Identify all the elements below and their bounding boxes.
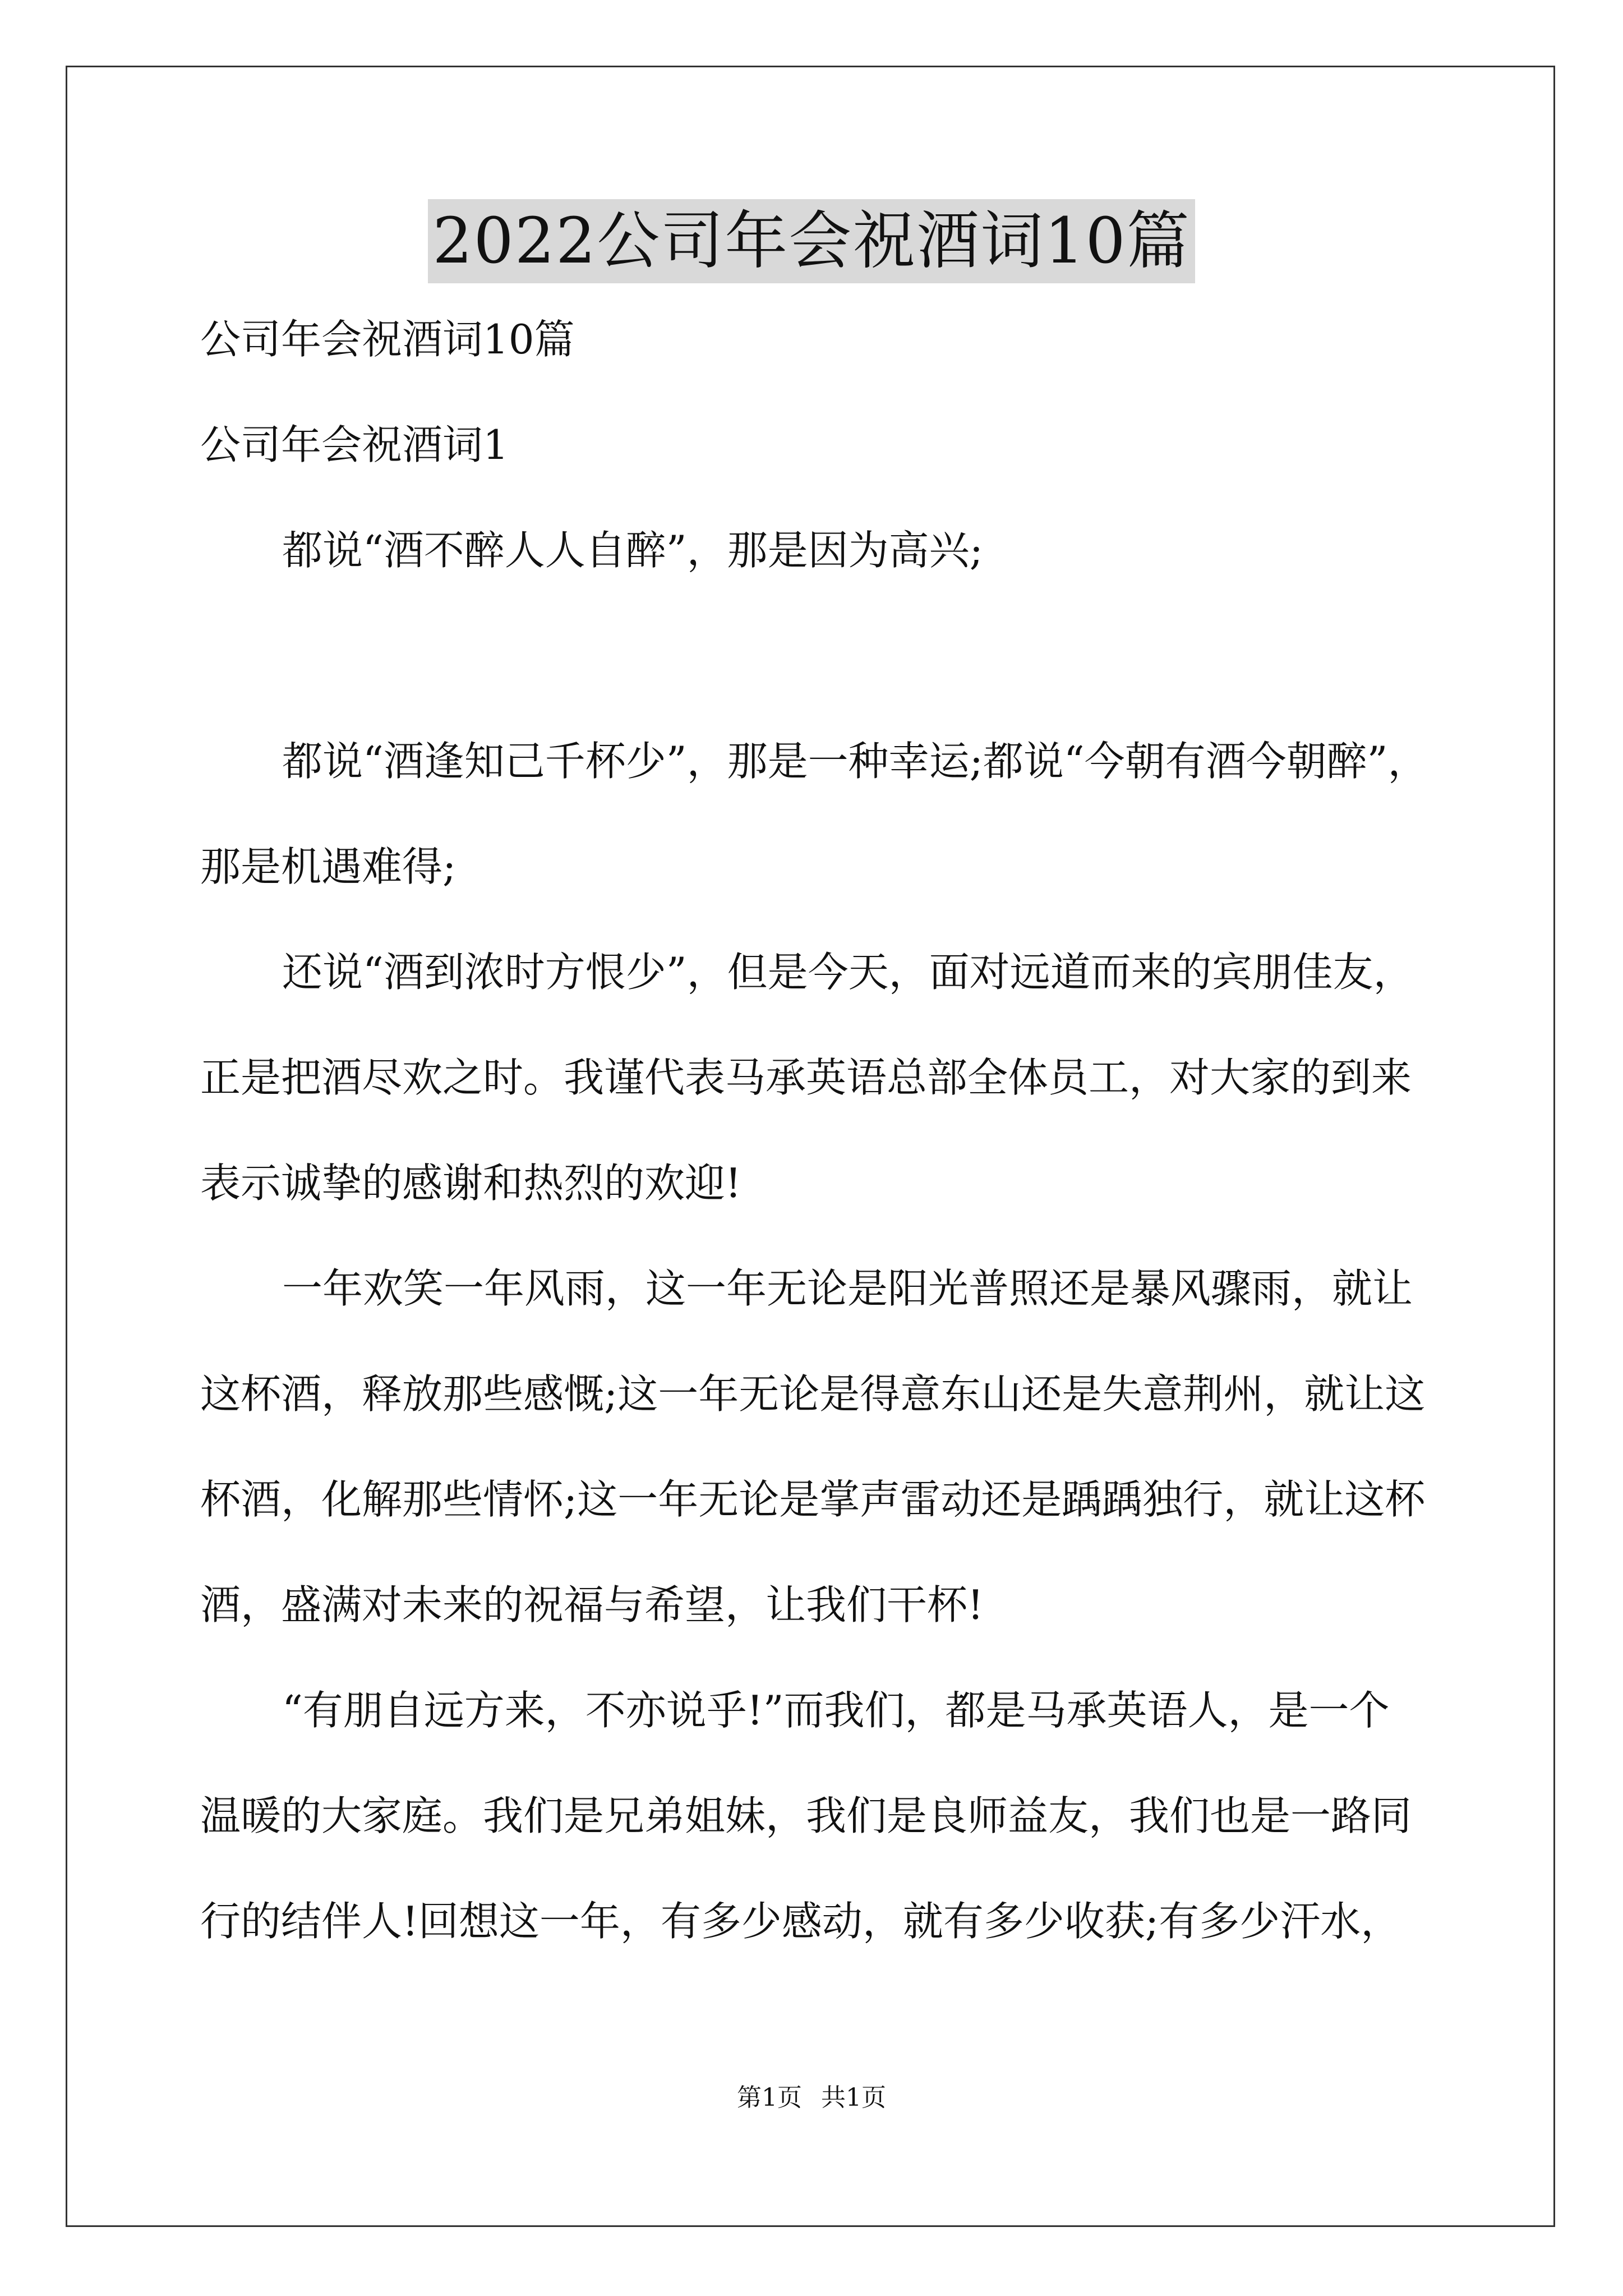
paragraph-line: 正是把酒尽欢之时。我谨代表马承英语总部全体员工，对大家的到来 bbox=[200, 1054, 1412, 1101]
document-title: 2022公司年会祝酒词10篇 bbox=[428, 199, 1195, 283]
subtitle-line: 公司年会祝酒词10篇 bbox=[200, 316, 575, 363]
paragraph-line: 杯酒，化解那些情怀;这一年无论是掌声雷动还是踽踽独行，就让这杯 bbox=[200, 1476, 1426, 1523]
page-footer bbox=[0, 2081, 1623, 2115]
paragraph-line: 酒，盛满对未来的祝福与希望，让我们干杯! bbox=[200, 1581, 984, 1628]
paragraph-line: 温暖的大家庭。我们是兄弟姐妹，我们是良师益友，我们也是一路同 bbox=[200, 1792, 1412, 1839]
title-container bbox=[0, 199, 1623, 283]
paragraph-line: 表示诚挚的感谢和热烈的欢迎! bbox=[200, 1159, 741, 1207]
page-total: 共1页 bbox=[821, 2083, 886, 2112]
section-heading: 公司年会祝酒词1 bbox=[200, 421, 509, 468]
page-number: 第1页 bbox=[737, 2083, 802, 2112]
paragraph-line: 一年欢笑一年风雨，这一年无论是阳光普照还是暴风骤雨，就让 bbox=[282, 1265, 1413, 1312]
paragraph-line: 都说“酒逢知己千杯少”，那是一种幸运;都说“今朝有酒今朝醉”， bbox=[282, 738, 1428, 785]
paragraph-line: 还说“酒到浓时方恨少”，但是今天，面对远道而来的宾朋佳友， bbox=[282, 949, 1414, 996]
paragraph-line: 都说“酒不醉人人自醉”，那是因为高兴; bbox=[282, 527, 983, 574]
paragraph-line: “有朋自远方来，不亦说乎!”而我们，都是马承英语人，是一个 bbox=[282, 1687, 1390, 1734]
document-body bbox=[200, 306, 1490, 1993]
paragraph-line: 这杯酒，释放那些感慨;这一年无论是得意东山还是失意荆州，就让这 bbox=[200, 1370, 1426, 1418]
paragraph-gap bbox=[200, 622, 1490, 728]
paragraph-line: 那是机遇难得; bbox=[200, 843, 457, 890]
paragraph-line: 行的结伴人!回想这一年，有多少感动，就有多少收获;有多少汗水， bbox=[200, 1898, 1401, 1945]
